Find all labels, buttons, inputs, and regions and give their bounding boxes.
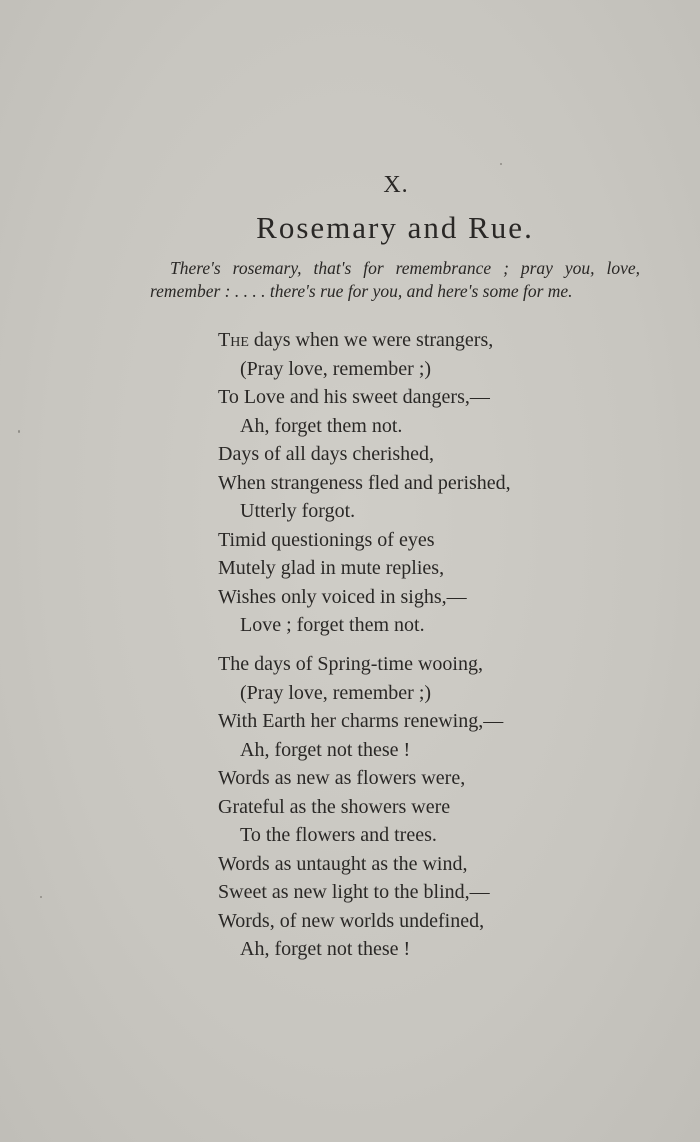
poem-line [218,326,511,355]
paper-speck [18,430,20,433]
poem-line: Sweet as new light to the blind,— [218,881,490,903]
drop-word: The [218,329,249,351]
poem-line: With Earth her charms renewing,— [218,710,504,732]
poem-line: Ah, forget not these ! [240,738,411,761]
poem-line: Mutely glad in mute replies, [218,557,445,579]
paper-speck [40,896,42,898]
poem-line: To the flowers and trees. [240,824,437,846]
poem-line: (Pray love, remember ;) [240,681,432,704]
poem-line: When strangeness fled and perished, [218,471,511,494]
stanza-2 [218,650,503,964]
poem-line: Ah, forget them not. [240,414,403,437]
poem-line: Words as new as flowers were, [218,767,466,789]
poem-line: Wishes only voiced in sighs,— [218,585,467,608]
poem-title: Rosemary and Rue. [256,210,534,245]
poem-line: Utterly forgot. [240,500,356,522]
epigraph-text: There's rosemary, that's for remembrance ; pray you, love, remember : . . . . there's rue for you, and here's some for me. [150,258,640,301]
poem-line-text: days when we were strangers, [248,329,494,351]
poem-line: Ah, forget not these ! [240,938,411,960]
epigraph [150,257,640,303]
poem-line: The days of Spring-time wooing, [218,653,483,675]
poem-line: Love ; forget them not. [240,614,425,636]
poem-line: Days of all days cherished, [218,443,435,465]
poem-line: Words, of new worlds undefined, [218,909,485,932]
paper-speck [500,163,502,165]
poem-line: (Pray love, remember ;) [240,357,432,380]
poem-line: Grateful as the showers were [218,795,451,818]
poem-line: Words as untaught as the wind, [218,852,468,875]
chapter-number: X. [383,172,409,198]
stanza-1 [218,326,511,640]
poem-line: To Love and his sweet dangers,— [218,386,490,408]
poem-line: Timid questionings of eyes [218,528,435,551]
